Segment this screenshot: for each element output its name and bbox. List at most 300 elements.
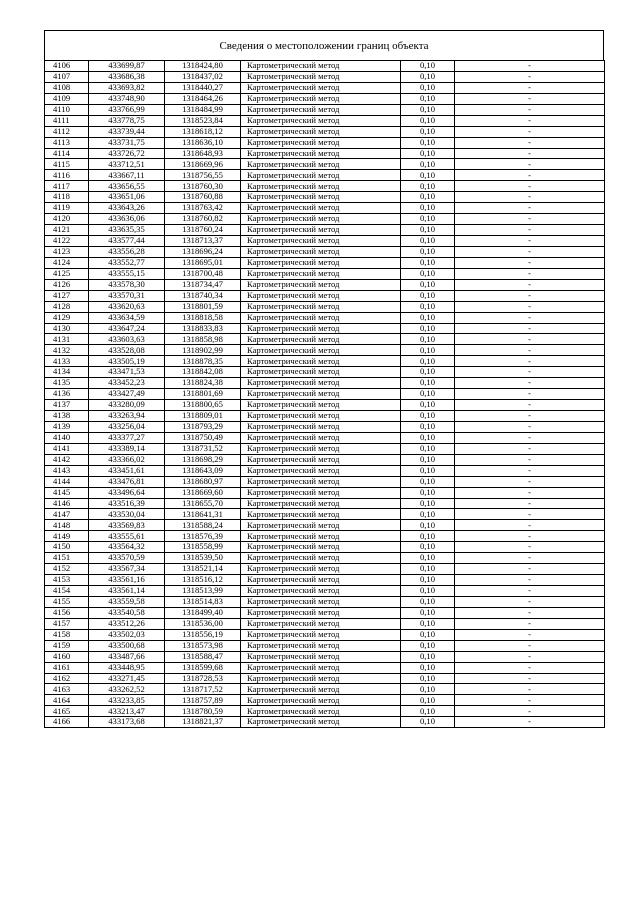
coord-x: 433530,04	[89, 509, 165, 520]
table-row	[45, 334, 605, 345]
accuracy-cell: 0,10	[401, 706, 455, 717]
table-row	[45, 432, 605, 443]
coord-x: 433500,68	[89, 640, 165, 651]
coord-y: 1318717,52	[165, 684, 241, 695]
note-cell: -	[455, 629, 605, 640]
note-cell: -	[455, 93, 605, 104]
point-number: 4150	[45, 542, 89, 553]
accuracy-cell: 0,10	[401, 564, 455, 575]
point-number: 4109	[45, 93, 89, 104]
coord-y: 1318523,84	[165, 115, 241, 126]
coord-y: 1318760,24	[165, 225, 241, 236]
method-cell: Картометрический метод	[241, 236, 401, 247]
accuracy-cell: 0,10	[401, 640, 455, 651]
table-row	[45, 564, 605, 575]
point-number: 4132	[45, 345, 89, 356]
accuracy-cell: 0,10	[401, 159, 455, 170]
coord-y: 1318878,35	[165, 356, 241, 367]
method-cell: Картометрический метод	[241, 651, 401, 662]
accuracy-cell: 0,10	[401, 443, 455, 454]
method-cell: Картометрический метод	[241, 607, 401, 618]
accuracy-cell: 0,10	[401, 257, 455, 268]
table-row	[45, 695, 605, 706]
method-cell: Картометрический метод	[241, 367, 401, 378]
coord-x: 433496,64	[89, 487, 165, 498]
table-row	[45, 520, 605, 531]
coord-y: 1318669,96	[165, 159, 241, 170]
point-number: 4154	[45, 586, 89, 597]
coord-y: 1318636,10	[165, 137, 241, 148]
table-row	[45, 323, 605, 334]
accuracy-cell: 0,10	[401, 389, 455, 400]
table-row	[45, 290, 605, 301]
coord-y: 1318599,68	[165, 662, 241, 673]
coord-x: 433502,03	[89, 629, 165, 640]
coord-y: 1318648,93	[165, 148, 241, 159]
point-number: 4110	[45, 104, 89, 115]
point-number: 4145	[45, 487, 89, 498]
coord-y: 1318424,80	[165, 61, 241, 72]
point-number: 4123	[45, 246, 89, 257]
coord-x: 433528,08	[89, 345, 165, 356]
coord-x: 433213,47	[89, 706, 165, 717]
coord-y: 1318760,30	[165, 181, 241, 192]
note-cell: -	[455, 607, 605, 618]
table-row	[45, 181, 605, 192]
note-cell: -	[455, 432, 605, 443]
method-cell: Картометрический метод	[241, 345, 401, 356]
point-number: 4143	[45, 465, 89, 476]
table-row	[45, 575, 605, 586]
coord-x: 433427,49	[89, 389, 165, 400]
point-number: 4151	[45, 553, 89, 564]
note-cell: -	[455, 290, 605, 301]
coord-x: 433233,85	[89, 695, 165, 706]
coord-x: 433448,95	[89, 662, 165, 673]
point-number: 4135	[45, 378, 89, 389]
method-cell: Картометрический метод	[241, 115, 401, 126]
coord-x: 433487,66	[89, 651, 165, 662]
table-row	[45, 356, 605, 367]
note-cell: -	[455, 236, 605, 247]
point-number: 4106	[45, 61, 89, 72]
coord-y: 1318669,60	[165, 487, 241, 498]
accuracy-cell: 0,10	[401, 93, 455, 104]
note-cell: -	[455, 323, 605, 334]
coordinates-table	[44, 60, 605, 728]
note-cell: -	[455, 695, 605, 706]
table-row	[45, 411, 605, 422]
table-row	[45, 345, 605, 356]
table-row	[45, 684, 605, 695]
coord-x: 433263,94	[89, 411, 165, 422]
note-cell: -	[455, 356, 605, 367]
point-number: 4165	[45, 706, 89, 717]
note-cell: -	[455, 71, 605, 82]
coord-y: 1318440,27	[165, 82, 241, 93]
note-cell: -	[455, 192, 605, 203]
note-cell: -	[455, 706, 605, 717]
coord-y: 1318734,47	[165, 279, 241, 290]
accuracy-cell: 0,10	[401, 378, 455, 389]
coord-y: 1318695,01	[165, 257, 241, 268]
table-row	[45, 400, 605, 411]
method-cell: Картометрический метод	[241, 706, 401, 717]
coord-x: 433262,52	[89, 684, 165, 695]
coord-y: 1318680,97	[165, 476, 241, 487]
coord-y: 1318800,65	[165, 400, 241, 411]
accuracy-cell: 0,10	[401, 126, 455, 137]
method-cell: Картометрический метод	[241, 509, 401, 520]
coord-x: 433686,38	[89, 71, 165, 82]
method-cell: Картометрический метод	[241, 432, 401, 443]
note-cell: -	[455, 137, 605, 148]
note-cell: -	[455, 684, 605, 695]
method-cell: Картометрический метод	[241, 400, 401, 411]
coordinates-table-body	[45, 61, 605, 728]
coord-y: 1318558,99	[165, 542, 241, 553]
table-row	[45, 301, 605, 312]
coord-y: 1318484,99	[165, 104, 241, 115]
accuracy-cell: 0,10	[401, 148, 455, 159]
accuracy-cell: 0,10	[401, 498, 455, 509]
method-cell: Картометрический метод	[241, 575, 401, 586]
table-row	[45, 454, 605, 465]
method-cell: Картометрический метод	[241, 257, 401, 268]
table-row	[45, 159, 605, 170]
accuracy-cell: 0,10	[401, 301, 455, 312]
coord-y: 1318643,09	[165, 465, 241, 476]
coord-x: 433471,53	[89, 367, 165, 378]
point-number: 4161	[45, 662, 89, 673]
coord-x: 433699,87	[89, 61, 165, 72]
method-cell: Картометрический метод	[241, 214, 401, 225]
coord-x: 433578,30	[89, 279, 165, 290]
coord-x: 433256,04	[89, 421, 165, 432]
coord-x: 433634,59	[89, 312, 165, 323]
accuracy-cell: 0,10	[401, 520, 455, 531]
coord-y: 1318464,26	[165, 93, 241, 104]
note-cell: -	[455, 564, 605, 575]
point-number: 4117	[45, 181, 89, 192]
point-number: 4138	[45, 411, 89, 422]
coord-x: 433366,02	[89, 454, 165, 465]
coord-y: 1318437,02	[165, 71, 241, 82]
table-row	[45, 203, 605, 214]
method-cell: Картометрический метод	[241, 225, 401, 236]
accuracy-cell: 0,10	[401, 465, 455, 476]
coord-y: 1318763,42	[165, 203, 241, 214]
coord-x: 433476,81	[89, 476, 165, 487]
method-cell: Картометрический метод	[241, 531, 401, 542]
note-cell: -	[455, 673, 605, 684]
method-cell: Картометрический метод	[241, 71, 401, 82]
point-number: 4137	[45, 400, 89, 411]
table-row	[45, 126, 605, 137]
table-row	[45, 596, 605, 607]
table-row	[45, 246, 605, 257]
table-title: Сведения о местоположении границ объекта	[44, 30, 604, 60]
coord-x: 433739,44	[89, 126, 165, 137]
method-cell: Картометрический метод	[241, 246, 401, 257]
method-cell: Картометрический метод	[241, 695, 401, 706]
coord-y: 1318641,31	[165, 509, 241, 520]
coord-y: 1318536,00	[165, 618, 241, 629]
point-number: 4157	[45, 618, 89, 629]
accuracy-cell: 0,10	[401, 312, 455, 323]
point-number: 4122	[45, 236, 89, 247]
table-row	[45, 717, 605, 728]
point-number: 4120	[45, 214, 89, 225]
table-row	[45, 640, 605, 651]
table-row	[45, 71, 605, 82]
coord-x: 433516,39	[89, 498, 165, 509]
accuracy-cell: 0,10	[401, 596, 455, 607]
point-number: 4134	[45, 367, 89, 378]
method-cell: Картометрический метод	[241, 290, 401, 301]
coord-x: 433451,61	[89, 465, 165, 476]
point-number: 4129	[45, 312, 89, 323]
point-number: 4125	[45, 268, 89, 279]
coord-y: 1318700,48	[165, 268, 241, 279]
coord-y: 1318698,29	[165, 454, 241, 465]
coord-x: 433271,45	[89, 673, 165, 684]
method-cell: Картометрический метод	[241, 126, 401, 137]
coord-y: 1318818,58	[165, 312, 241, 323]
method-cell: Картометрический метод	[241, 104, 401, 115]
table-row	[45, 93, 605, 104]
note-cell: -	[455, 148, 605, 159]
method-cell: Картометрический метод	[241, 312, 401, 323]
point-number: 4159	[45, 640, 89, 651]
method-cell: Картометрический метод	[241, 148, 401, 159]
note-cell: -	[455, 454, 605, 465]
point-number: 4164	[45, 695, 89, 706]
table-row	[45, 170, 605, 181]
coord-y: 1318696,24	[165, 246, 241, 257]
method-cell: Картометрический метод	[241, 454, 401, 465]
accuracy-cell: 0,10	[401, 454, 455, 465]
method-cell: Картометрический метод	[241, 553, 401, 564]
point-number: 4133	[45, 356, 89, 367]
point-number: 4130	[45, 323, 89, 334]
coord-x: 433766,99	[89, 104, 165, 115]
table-row	[45, 476, 605, 487]
method-cell: Картометрический метод	[241, 684, 401, 695]
method-cell: Картометрический метод	[241, 411, 401, 422]
table-row	[45, 225, 605, 236]
coord-y: 1318588,47	[165, 651, 241, 662]
coord-y: 1318809,01	[165, 411, 241, 422]
note-cell: -	[455, 465, 605, 476]
note-cell: -	[455, 509, 605, 520]
table-row	[45, 662, 605, 673]
accuracy-cell: 0,10	[401, 542, 455, 553]
accuracy-cell: 0,10	[401, 345, 455, 356]
table-row	[45, 443, 605, 454]
coord-y: 1318516,12	[165, 575, 241, 586]
coord-x: 433693,82	[89, 82, 165, 93]
table-row	[45, 542, 605, 553]
coord-y: 1318728,53	[165, 673, 241, 684]
table-row	[45, 673, 605, 684]
note-cell: -	[455, 159, 605, 170]
note-cell: -	[455, 717, 605, 728]
table-row	[45, 148, 605, 159]
coord-y: 1318521,14	[165, 564, 241, 575]
point-number: 4112	[45, 126, 89, 137]
coord-x: 433635,35	[89, 225, 165, 236]
note-cell: -	[455, 82, 605, 93]
method-cell: Картометрический метод	[241, 662, 401, 673]
coord-x: 433577,44	[89, 236, 165, 247]
coord-x: 433561,16	[89, 575, 165, 586]
coord-y: 1318573,98	[165, 640, 241, 651]
method-cell: Картометрический метод	[241, 629, 401, 640]
coord-x: 433570,31	[89, 290, 165, 301]
method-cell: Картометрический метод	[241, 465, 401, 476]
accuracy-cell: 0,10	[401, 104, 455, 115]
accuracy-cell: 0,10	[401, 629, 455, 640]
note-cell: -	[455, 586, 605, 597]
method-cell: Картометрический метод	[241, 323, 401, 334]
note-cell: -	[455, 662, 605, 673]
method-cell: Картометрический метод	[241, 61, 401, 72]
coord-y: 1318588,24	[165, 520, 241, 531]
coord-y: 1318556,19	[165, 629, 241, 640]
method-cell: Картометрический метод	[241, 170, 401, 181]
method-cell: Картометрический метод	[241, 618, 401, 629]
point-number: 4126	[45, 279, 89, 290]
point-number: 4155	[45, 596, 89, 607]
method-cell: Картометрический метод	[241, 268, 401, 279]
point-number: 4166	[45, 717, 89, 728]
note-cell: -	[455, 553, 605, 564]
point-number: 4149	[45, 531, 89, 542]
coord-x: 433570,59	[89, 553, 165, 564]
note-cell: -	[455, 531, 605, 542]
point-number: 4160	[45, 651, 89, 662]
note-cell: -	[455, 203, 605, 214]
coord-x: 433564,32	[89, 542, 165, 553]
accuracy-cell: 0,10	[401, 323, 455, 334]
coord-x: 433643,26	[89, 203, 165, 214]
method-cell: Картометрический метод	[241, 203, 401, 214]
coord-y: 1318821,37	[165, 717, 241, 728]
table-row	[45, 236, 605, 247]
coord-x: 433656,55	[89, 181, 165, 192]
accuracy-cell: 0,10	[401, 476, 455, 487]
note-cell: -	[455, 498, 605, 509]
accuracy-cell: 0,10	[401, 553, 455, 564]
table-row	[45, 629, 605, 640]
point-number: 4119	[45, 203, 89, 214]
point-number: 4139	[45, 421, 89, 432]
coord-x: 433540,58	[89, 607, 165, 618]
table-row	[45, 487, 605, 498]
coord-x: 433603,63	[89, 334, 165, 345]
method-cell: Картометрический метод	[241, 159, 401, 170]
table-row	[45, 192, 605, 203]
coord-x: 433173,68	[89, 717, 165, 728]
coord-y: 1318757,89	[165, 695, 241, 706]
table-row	[45, 509, 605, 520]
coord-x: 433748,90	[89, 93, 165, 104]
method-cell: Картометрический метод	[241, 334, 401, 345]
coord-y: 1318499,40	[165, 607, 241, 618]
accuracy-cell: 0,10	[401, 487, 455, 498]
point-number: 4162	[45, 673, 89, 684]
point-number: 4128	[45, 301, 89, 312]
coord-x: 433567,34	[89, 564, 165, 575]
note-cell: -	[455, 268, 605, 279]
coord-x: 433778,75	[89, 115, 165, 126]
point-number: 4113	[45, 137, 89, 148]
method-cell: Картометрический метод	[241, 192, 401, 203]
accuracy-cell: 0,10	[401, 236, 455, 247]
accuracy-cell: 0,10	[401, 71, 455, 82]
note-cell: -	[455, 443, 605, 454]
point-number: 4163	[45, 684, 89, 695]
method-cell: Картометрический метод	[241, 137, 401, 148]
point-number: 4144	[45, 476, 89, 487]
accuracy-cell: 0,10	[401, 618, 455, 629]
coord-y: 1318750,49	[165, 432, 241, 443]
table-row	[45, 553, 605, 564]
note-cell: -	[455, 301, 605, 312]
point-number: 4158	[45, 629, 89, 640]
table-row	[45, 389, 605, 400]
note-cell: -	[455, 126, 605, 137]
note-cell: -	[455, 214, 605, 225]
note-cell: -	[455, 279, 605, 290]
note-cell: -	[455, 367, 605, 378]
method-cell: Картометрический метод	[241, 564, 401, 575]
method-cell: Картометрический метод	[241, 93, 401, 104]
coord-y: 1318514,83	[165, 596, 241, 607]
table-row	[45, 214, 605, 225]
accuracy-cell: 0,10	[401, 279, 455, 290]
coord-x: 433569,83	[89, 520, 165, 531]
note-cell: -	[455, 257, 605, 268]
accuracy-cell: 0,10	[401, 367, 455, 378]
coord-x: 433552,77	[89, 257, 165, 268]
point-number: 4116	[45, 170, 89, 181]
coord-y: 1318713,37	[165, 236, 241, 247]
accuracy-cell: 0,10	[401, 586, 455, 597]
note-cell: -	[455, 520, 605, 531]
coord-x: 433559,58	[89, 596, 165, 607]
note-cell: -	[455, 411, 605, 422]
accuracy-cell: 0,10	[401, 334, 455, 345]
coord-x: 433555,61	[89, 531, 165, 542]
coord-y: 1318756,55	[165, 170, 241, 181]
coord-y: 1318824,38	[165, 378, 241, 389]
coord-y: 1318760,88	[165, 192, 241, 203]
note-cell: -	[455, 61, 605, 72]
table-row	[45, 279, 605, 290]
method-cell: Картометрический метод	[241, 279, 401, 290]
note-cell: -	[455, 104, 605, 115]
point-number: 4107	[45, 71, 89, 82]
coord-x: 433452,23	[89, 378, 165, 389]
method-cell: Картометрический метод	[241, 498, 401, 509]
method-cell: Картометрический метод	[241, 520, 401, 531]
accuracy-cell: 0,10	[401, 82, 455, 93]
note-cell: -	[455, 115, 605, 126]
table-row	[45, 61, 605, 72]
table-row	[45, 586, 605, 597]
